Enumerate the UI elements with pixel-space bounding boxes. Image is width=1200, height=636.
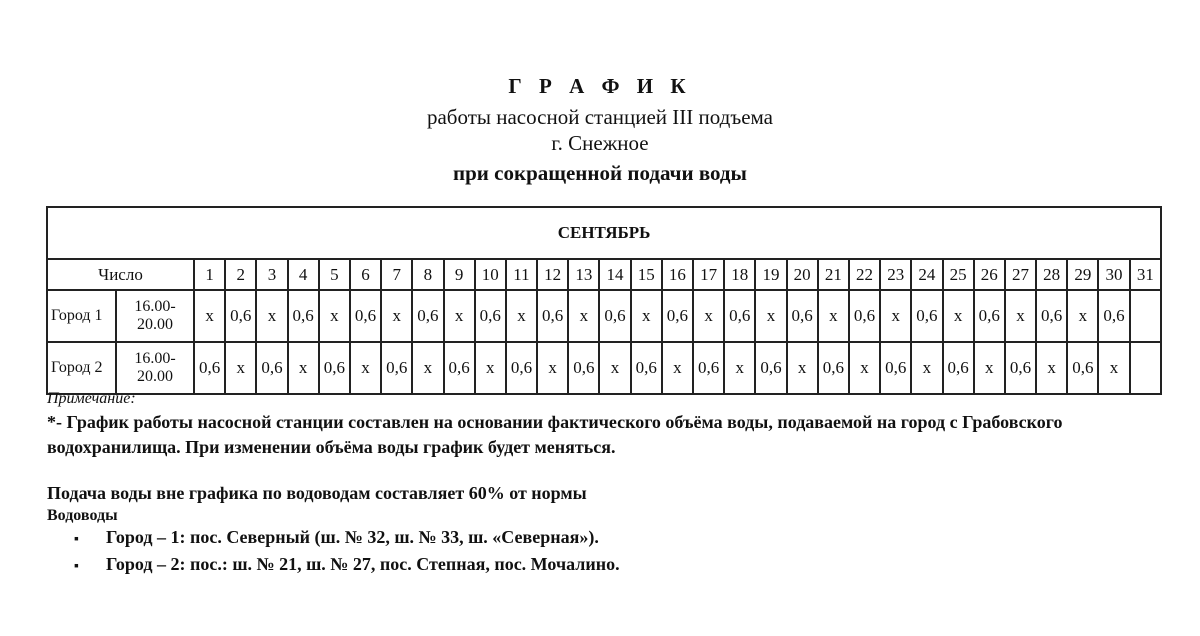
day-header: 19 xyxy=(755,259,786,290)
schedule-cell: x xyxy=(350,342,381,394)
condition-subtitle: при сокращенной подачи воды xyxy=(453,161,747,185)
day-header: 6 xyxy=(350,259,381,290)
aqueducts-title: Водоводы xyxy=(47,507,118,524)
day-header: 14 xyxy=(599,259,630,290)
schedule-cell: x xyxy=(818,290,849,342)
day-header: 30 xyxy=(1098,259,1129,290)
day-header: 8 xyxy=(412,259,443,290)
schedule-cell xyxy=(1130,290,1162,342)
schedule-cell: x xyxy=(1036,342,1067,394)
day-header: 11 xyxy=(506,259,537,290)
schedule-cell: x xyxy=(506,290,537,342)
day-header: 7 xyxy=(381,259,412,290)
table-row xyxy=(47,342,1161,394)
day-header: 24 xyxy=(911,259,942,290)
schedule-cell: x xyxy=(412,342,443,394)
aqueducts-list xyxy=(74,525,620,579)
schedule-cell: 0,6 xyxy=(381,342,412,394)
city-cell: Город 1 xyxy=(47,290,116,342)
schedule-cell: 0,6 xyxy=(1036,290,1067,342)
document-title: Г Р А Ф И К xyxy=(508,74,692,98)
schedule-cell: 0,6 xyxy=(319,342,350,394)
schedule-cell: x xyxy=(880,290,911,342)
schedule-cell: x xyxy=(943,290,974,342)
schedule-cell: 0,6 xyxy=(225,290,256,342)
schedule-cell: x xyxy=(631,290,662,342)
supply-note: Подача воды вне графика по водоводам составляет 60% от нормы xyxy=(47,483,587,503)
schedule-cell: x xyxy=(568,290,599,342)
day-header: 29 xyxy=(1067,259,1098,290)
schedule-cell: x xyxy=(194,290,225,342)
schedule-cell: x xyxy=(849,342,880,394)
schedule-cell: 0,6 xyxy=(662,290,693,342)
day-header: 3 xyxy=(256,259,287,290)
day-header: 1 xyxy=(194,259,225,290)
day-header: 18 xyxy=(724,259,755,290)
day-header: 4 xyxy=(288,259,319,290)
schedule-cell: x xyxy=(755,290,786,342)
aqueduct-city1: Город – 1: пос. Северный (ш. № 32, ш. № 33, ш. «Северная»). xyxy=(106,527,599,547)
schedule-cell: x xyxy=(693,290,724,342)
schedule-cell: 0,6 xyxy=(568,342,599,394)
schedule-cell: 0,6 xyxy=(943,342,974,394)
day-header: 2 xyxy=(225,259,256,290)
schedule-cell: x xyxy=(599,342,630,394)
schedule-cell: x xyxy=(1098,342,1129,394)
schedule-cell: x xyxy=(381,290,412,342)
schedule-cell: x xyxy=(911,342,942,394)
schedule-cell: 0,6 xyxy=(631,342,662,394)
day-header: 12 xyxy=(537,259,568,290)
document-subtitle: работы насосной станцией III подъема xyxy=(426,105,773,129)
schedule-cell: x xyxy=(537,342,568,394)
note-text: *- График работы насосной станции составлен на основании фактического объёма воды, подаваемой на город с Грабовского водохранилища. При изменении объёма воды график будет меняться. xyxy=(47,412,1063,457)
schedule-cell: 0,6 xyxy=(849,290,880,342)
list-item xyxy=(74,525,620,552)
day-header: 10 xyxy=(475,259,506,290)
schedule-cell: 0,6 xyxy=(444,342,475,394)
day-header: 26 xyxy=(974,259,1005,290)
schedule-cell: 0,6 xyxy=(974,290,1005,342)
schedule-cell: 0,6 xyxy=(599,290,630,342)
day-header: 22 xyxy=(849,259,880,290)
schedule-cell: 0,6 xyxy=(1098,290,1129,342)
schedule-cell: x xyxy=(1005,290,1036,342)
day-header: 23 xyxy=(880,259,911,290)
schedule-cell: 0,6 xyxy=(755,342,786,394)
day-label: Число xyxy=(47,259,194,290)
table-row xyxy=(47,290,1161,342)
schedule-cell: 0,6 xyxy=(724,290,755,342)
schedule-cell: 0,6 xyxy=(256,342,287,394)
schedule-cell: x xyxy=(444,290,475,342)
day-header: 20 xyxy=(787,259,818,290)
schedule-cell: x xyxy=(288,342,319,394)
time-cell: 16.00-20.00 xyxy=(116,290,194,342)
time-cell: 16.00-20.00 xyxy=(116,342,194,394)
schedule-cell: x xyxy=(475,342,506,394)
city-cell: Город 2 xyxy=(47,342,116,394)
schedule-cell: 0,6 xyxy=(475,290,506,342)
schedule-cell: 0,6 xyxy=(818,342,849,394)
schedule-cell: 0,6 xyxy=(880,342,911,394)
day-header: 25 xyxy=(943,259,974,290)
schedule-cell: 0,6 xyxy=(288,290,319,342)
schedule-cell: x xyxy=(225,342,256,394)
day-header: 5 xyxy=(319,259,350,290)
schedule-cell: x xyxy=(662,342,693,394)
day-header: 15 xyxy=(631,259,662,290)
schedule-cell: x xyxy=(787,342,818,394)
aqueduct-city2: Город – 2: пос.: ш. № 21, ш. № 27, пос. Степная, пос. Мочалино. xyxy=(106,554,620,574)
schedule-cell: x xyxy=(256,290,287,342)
day-header: 28 xyxy=(1036,259,1067,290)
schedule-cell: 0,6 xyxy=(412,290,443,342)
day-header: 9 xyxy=(444,259,475,290)
note-label: Примечание: xyxy=(47,390,136,407)
city-name: г. Снежное xyxy=(551,131,649,155)
schedule-cell: x xyxy=(974,342,1005,394)
bullet-icon: ▪ xyxy=(74,559,79,574)
schedule-cell: 0,6 xyxy=(787,290,818,342)
month-header: СЕНТЯБРЬ xyxy=(47,207,1161,259)
schedule-table xyxy=(46,206,1162,395)
schedule-cell: 0,6 xyxy=(693,342,724,394)
day-header: 16 xyxy=(662,259,693,290)
schedule-cell: x xyxy=(724,342,755,394)
day-header: 21 xyxy=(818,259,849,290)
bullet-icon: ▪ xyxy=(74,532,79,547)
schedule-cell: 0,6 xyxy=(194,342,225,394)
schedule-cell: 0,6 xyxy=(1067,342,1098,394)
schedule-cell: 0,6 xyxy=(911,290,942,342)
list-item xyxy=(74,552,620,579)
schedule-cell: x xyxy=(1067,290,1098,342)
schedule-cell: 0,6 xyxy=(350,290,381,342)
day-header: 27 xyxy=(1005,259,1036,290)
schedule-cell: x xyxy=(319,290,350,342)
schedule-cell xyxy=(1130,342,1162,394)
schedule-cell: 0,6 xyxy=(1005,342,1036,394)
day-header: 13 xyxy=(568,259,599,290)
day-header: 17 xyxy=(693,259,724,290)
day-header: 31 xyxy=(1130,259,1162,290)
schedule-cell: 0,6 xyxy=(537,290,568,342)
schedule-cell: 0,6 xyxy=(506,342,537,394)
